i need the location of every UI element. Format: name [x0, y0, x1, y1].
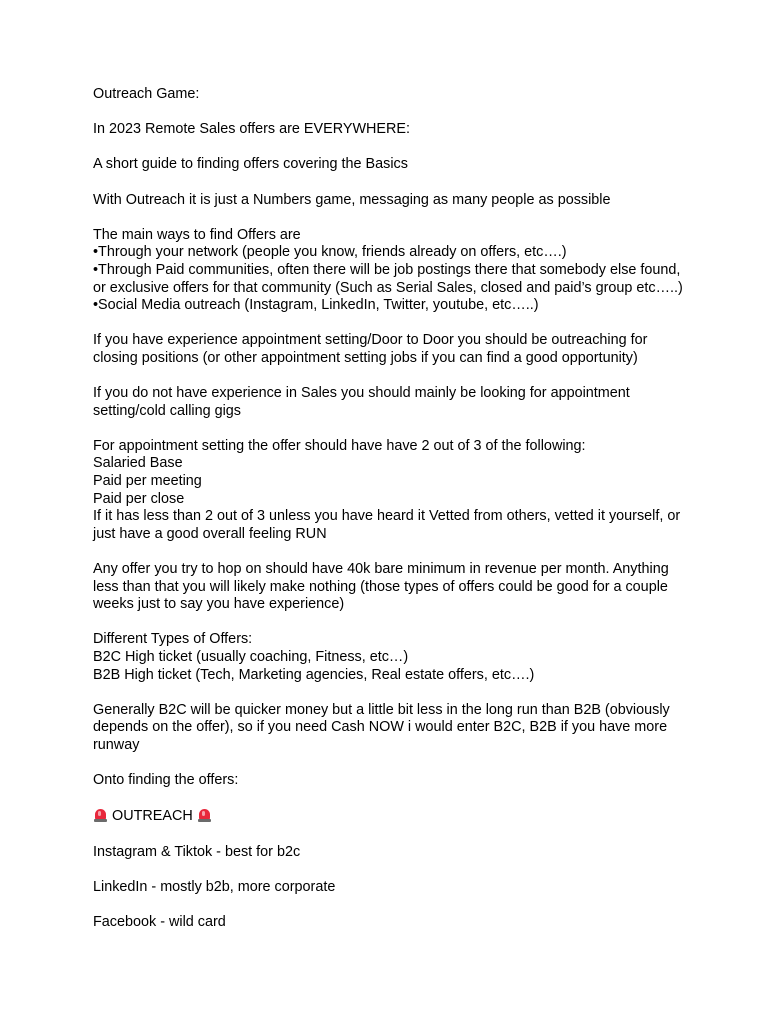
paragraph-offer-types — [93, 631, 683, 684]
document-body — [93, 86, 683, 949]
text-line: If it has less than 2 out of 3 unless you have heard it Vetted from others, vetted it yourself, or — [93, 508, 681, 525]
text-line: If you have experience appointment setting/Door to Door you should be outreaching for — [93, 332, 648, 349]
text-line: weeks just to say you have experience) — [93, 596, 345, 613]
text-line: runway — [93, 736, 140, 753]
text-line: Onto finding the offers: — [93, 772, 239, 789]
text-line: If you do not have experience in Sales you should mainly be looking for appointment — [93, 385, 630, 402]
list-item: Paid per meeting — [93, 473, 202, 490]
rotating-light-icon — [93, 807, 108, 822]
text-line: With Outreach it is just a Numbers game, messaging as many people as possible — [93, 191, 611, 208]
paragraph-guide — [93, 156, 683, 174]
text-line: depends on the offer), so if you need Cash NOW i would enter B2C, B2B if you have more — [93, 719, 668, 736]
text-line: For appointment setting the offer should have have 2 out of 3 of the following: — [93, 437, 586, 454]
text-line: or exclusive offers for that community (Such as Serial Sales, closed and paid’s group etc…..) — [93, 279, 683, 296]
list-item: Paid per close — [93, 490, 185, 507]
paragraph-title — [93, 86, 683, 104]
paragraph-finding-offers — [93, 772, 683, 790]
text-line: A short guide to finding offers covering the Basics — [93, 156, 408, 173]
text-line: LinkedIn - mostly b2b, more corporate — [93, 878, 336, 895]
text-line: Instagram & Tiktok - best for b2c — [93, 843, 301, 860]
text-line: just have a good overall feeling RUN — [93, 525, 327, 542]
text-line: Generally B2C will be quicker money but a little bit less in the long run than B2B (obviously — [93, 701, 670, 718]
text-line: Different Types of Offers: — [93, 631, 253, 648]
platform-instagram-tiktok — [93, 844, 683, 862]
bullet-item: •Through your network (people you know, friends already on offers, etc….) — [93, 244, 567, 261]
outreach-heading — [93, 807, 683, 826]
paragraph-experience — [93, 332, 683, 367]
paragraph-numbers-game — [93, 192, 683, 210]
paragraph-b2c-vs-b2b — [93, 702, 683, 755]
text-line: closing positions (or other appointment setting jobs if you can find a good opportunity) — [93, 349, 638, 366]
bullet-item: •Social Media outreach (Instagram, LinkedIn, Twitter, youtube, etc…..) — [93, 297, 539, 314]
paragraph-intro — [93, 121, 683, 139]
paragraph-revenue — [93, 561, 683, 614]
text-line: The main ways to find Offers are — [93, 226, 301, 243]
text-line: Facebook - wild card — [93, 913, 226, 930]
list-item: Salaried Base — [93, 455, 183, 472]
document-title: Outreach Game: — [93, 86, 200, 102]
list-item: B2C High ticket (usually coaching, Fitness, etc…) — [93, 649, 409, 665]
text-line: less than that you will likely make nothing (those types of offers could be good for a couple — [93, 578, 668, 595]
paragraph-main-ways — [93, 227, 683, 315]
paragraph-no-experience — [93, 385, 683, 420]
text-line: In 2023 Remote Sales offers are EVERYWHERE: — [93, 121, 411, 138]
platform-linkedin — [93, 879, 683, 897]
paragraph-appointment-criteria — [93, 438, 683, 544]
text-line: Any offer you try to hop on should have 40k bare minimum in revenue per month. Anything — [93, 561, 669, 578]
platform-facebook — [93, 914, 683, 932]
bullet-item: •Through Paid communities, often there will be job postings there that somebody else found, — [93, 261, 681, 278]
text-line: setting/cold calling gigs — [93, 402, 241, 419]
rotating-light-icon — [197, 807, 212, 822]
list-item: B2B High ticket (Tech, Marketing agencies, Real estate offers, etc….) — [93, 666, 535, 683]
outreach-heading-text: OUTREACH — [112, 808, 193, 825]
